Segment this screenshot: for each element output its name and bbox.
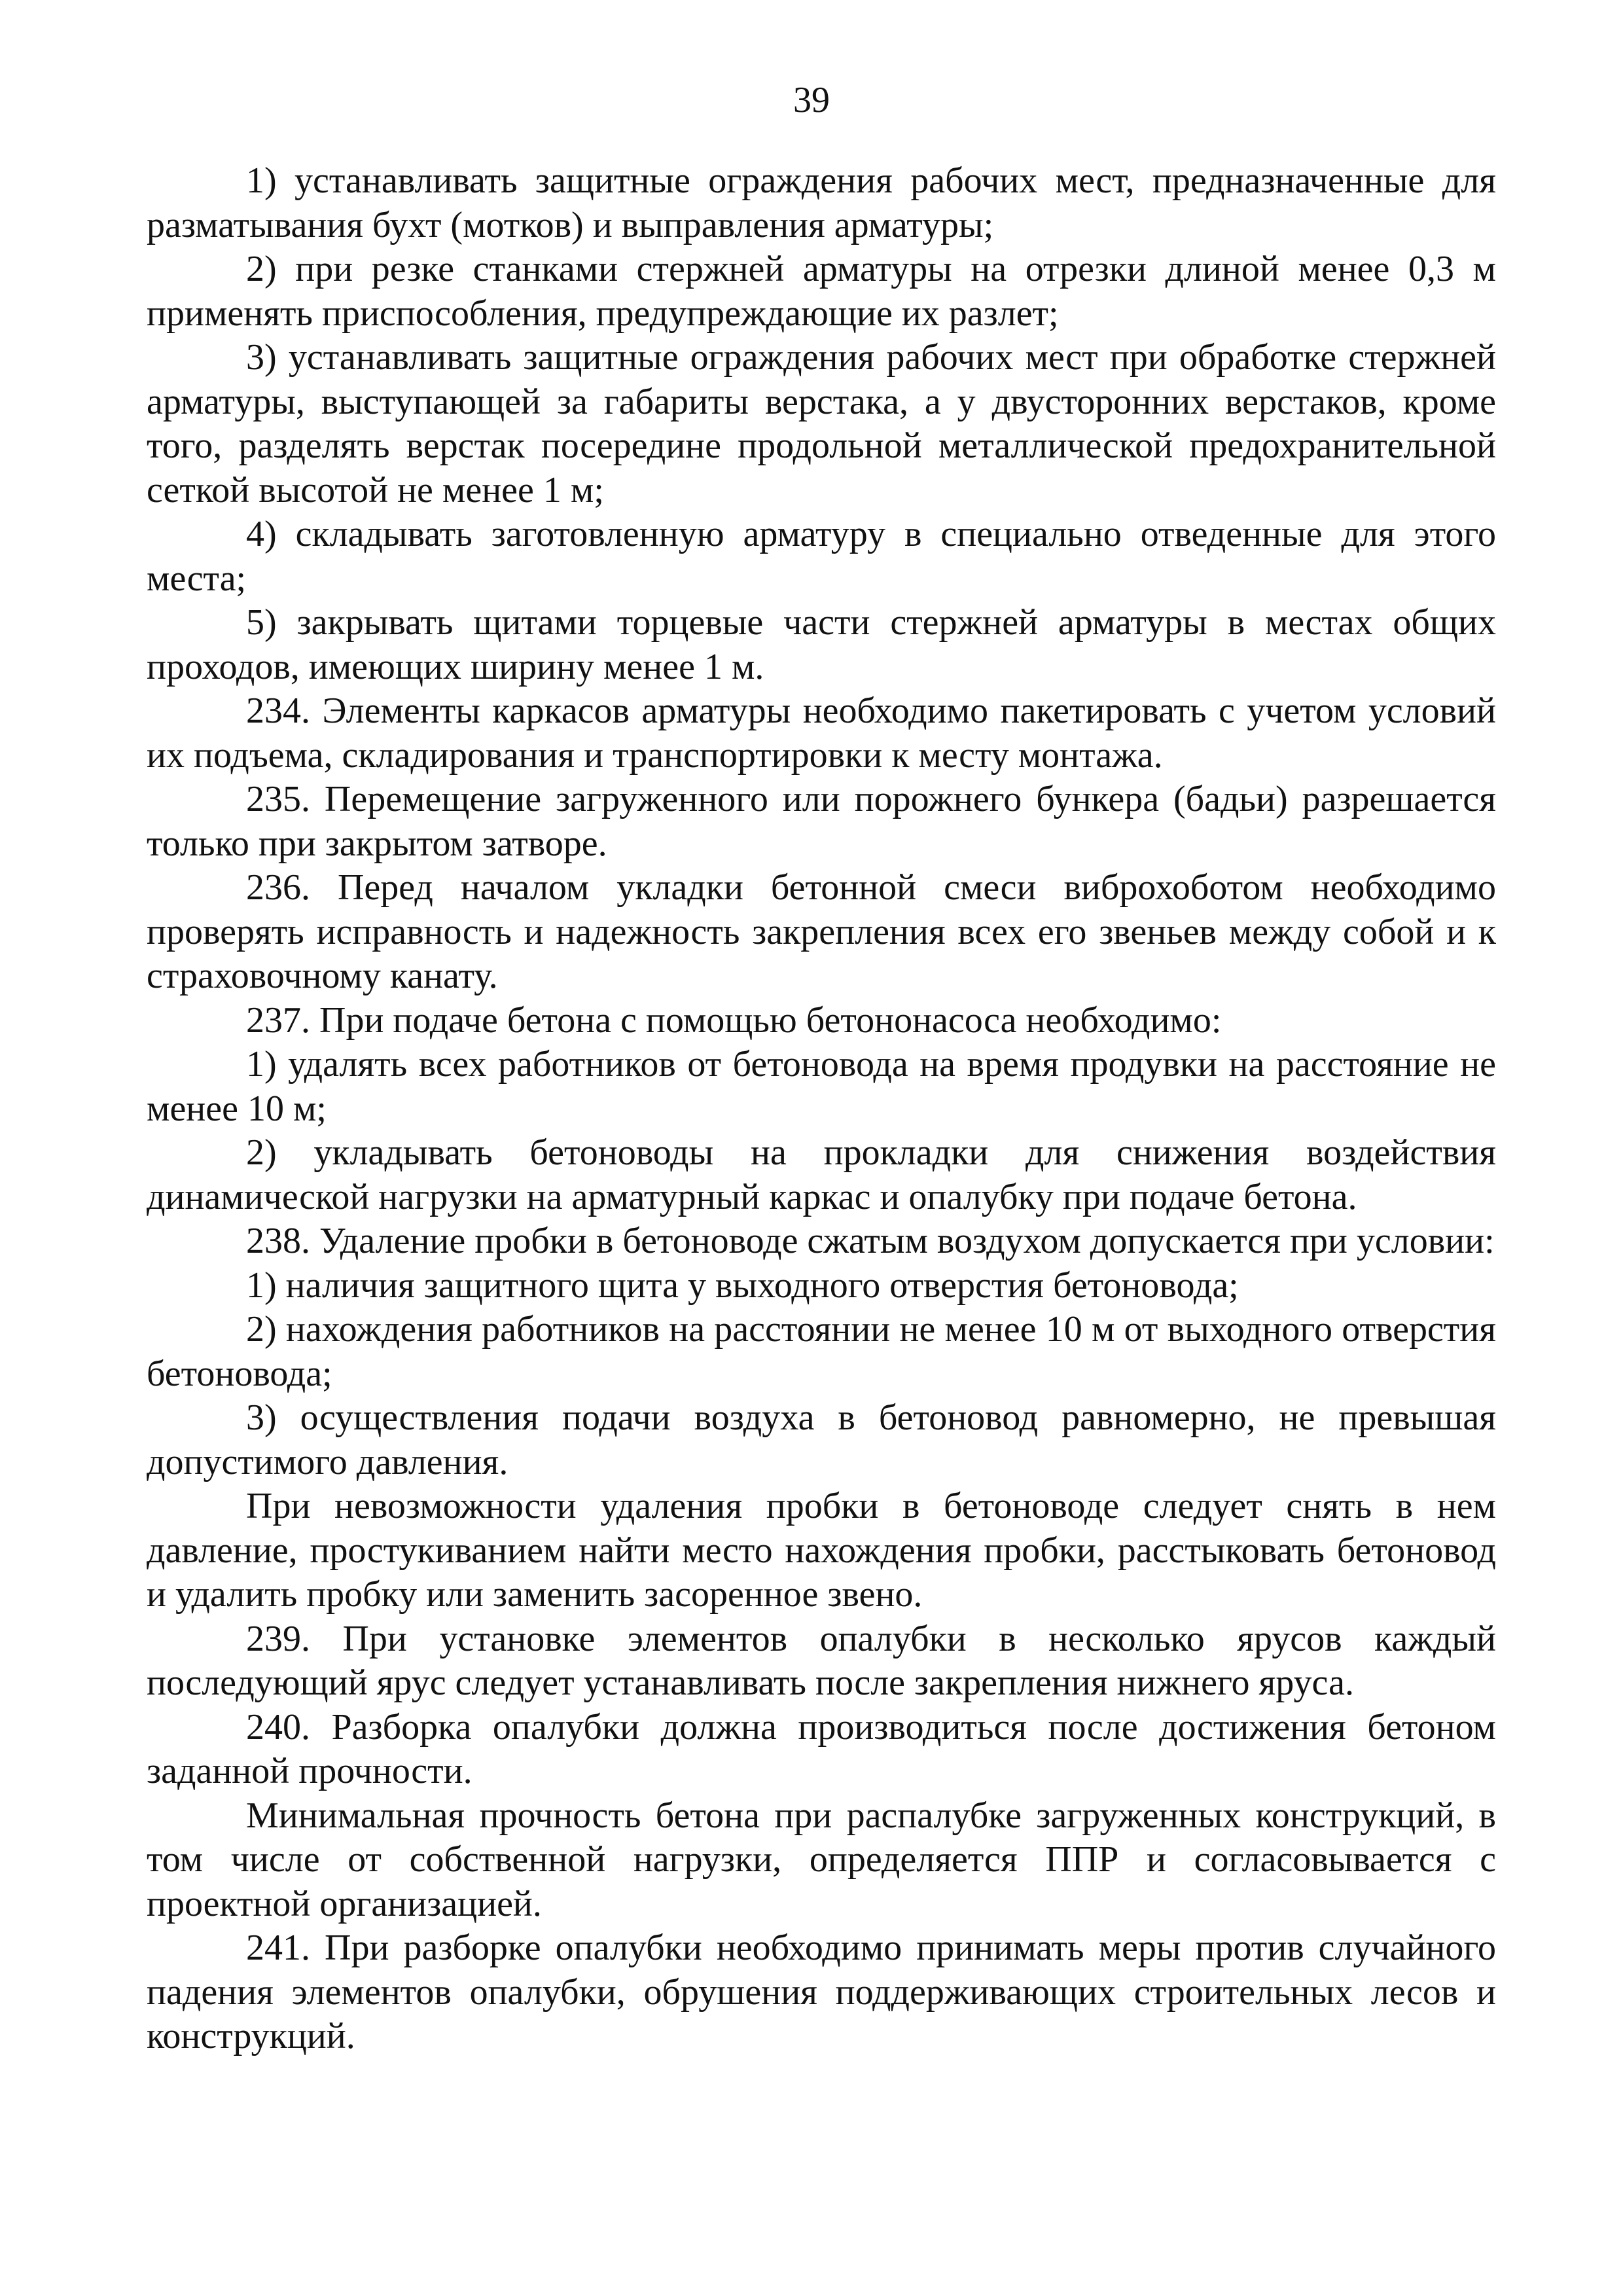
clause-237-item-2: 2) укладывать бетоноводы на прокладки для снижения воздействия динамической нагрузки на арматурный каркас и опалубку при подаче бетона. xyxy=(147,1132,1496,1217)
clause-234: 234. Элементы каркасов арматуры необходимо пакетировать с учетом условий их подъема, складирования и транспортировки к месту монтажа. xyxy=(147,691,1496,776)
clause-235: 235. Перемещение загруженного или порожнего бункера (бадьи) разрешается только при закрытом затворе. xyxy=(147,779,1496,864)
clause-238-item-2: 2) нахождения работников на расстоянии не менее 10 м от выходного отверстия бетоновода; xyxy=(147,1309,1496,1394)
clause-240: 240. Разборка опалубки должна производиться после достижения бетоном заданной прочности. xyxy=(147,1706,1496,1791)
clause-238-item-3: 3) осуществления подачи воздуха в бетоновод равномерно, не превышая допустимого давления. xyxy=(147,1397,1496,1482)
list-item-1-guards-unwinding: 1) устанавливать защитные ограждения рабочих мест, предназначенные для разматывания бухт (мотков) и выправления арматуры; xyxy=(147,160,1496,245)
clause-237-item-1: 1) удалять всех работников от бетоновода на время продувки на расстояние не менее 10 м; xyxy=(147,1044,1496,1129)
clause-240-note: Минимальная прочность бетона при распалубке загруженных конструкций, в том числе от собственной нагрузки, определяется ППР и согласовывается с проектной организацией. xyxy=(147,1795,1496,1924)
list-item-4-storage-places: 4) складывать заготовленную арматуру в специально отведенные для этого места; xyxy=(147,514,1496,599)
clause-237: 237. При подаче бетона с помощью бетононасоса необходимо: xyxy=(246,999,1222,1041)
clause-238: 238. Удаление пробки в бетоноводе сжатым воздухом допускается при условии: xyxy=(246,1221,1495,1261)
list-item-3-workbench-guards: 3) устанавливать защитные ограждения рабочих мест при обработке стержней арматуры, выступающей за габариты верстака, а у двусторонних верстаков, кроме того, разделять верстак посередине продольной металлической предохранительной сеткой высотой не менее 1 м; xyxy=(147,337,1496,511)
list-item-5-cover-rod-ends: 5) закрывать щитами торцевые части стержней арматуры в местах общих проходов, имеющих ширину менее 1 м. xyxy=(147,602,1496,687)
list-item-2-cutting-devices: 2) при резке станками стержней арматуры на отрезки длиной менее 0,3 м применять приспособления, предупреждающие их разлет; xyxy=(147,249,1496,334)
clause-238-note: При невозможности удаления пробки в бетоноводе следует снять в нем давление, простукиванием найти место нахождения пробки, расстыковать бетоновод и удалить пробку или заменить засоренное звено. xyxy=(147,1486,1496,1615)
page-number: 39 xyxy=(793,80,830,120)
clause-238-item-1: 1) наличия защитного щита у выходного отверстия бетоновода; xyxy=(246,1265,1239,1306)
document-body xyxy=(147,159,1496,2059)
clause-236: 236. Перед началом укладки бетонной смеси виброхоботом необходимо проверять исправность и надежность закрепления всех его звеньев между собой и к страховочному канату. xyxy=(147,867,1496,996)
clause-239: 239. При установке элементов опалубки в несколько ярусов каждый последующий ярус следует устанавливать после закрепления нижнего яруса. xyxy=(147,1618,1496,1703)
clause-241: 241. При разборке опалубки необходимо принимать меры против случайного падения элементов опалубки, обрушения поддерживающих строительных лесов и конструкций. xyxy=(147,1928,1496,2056)
